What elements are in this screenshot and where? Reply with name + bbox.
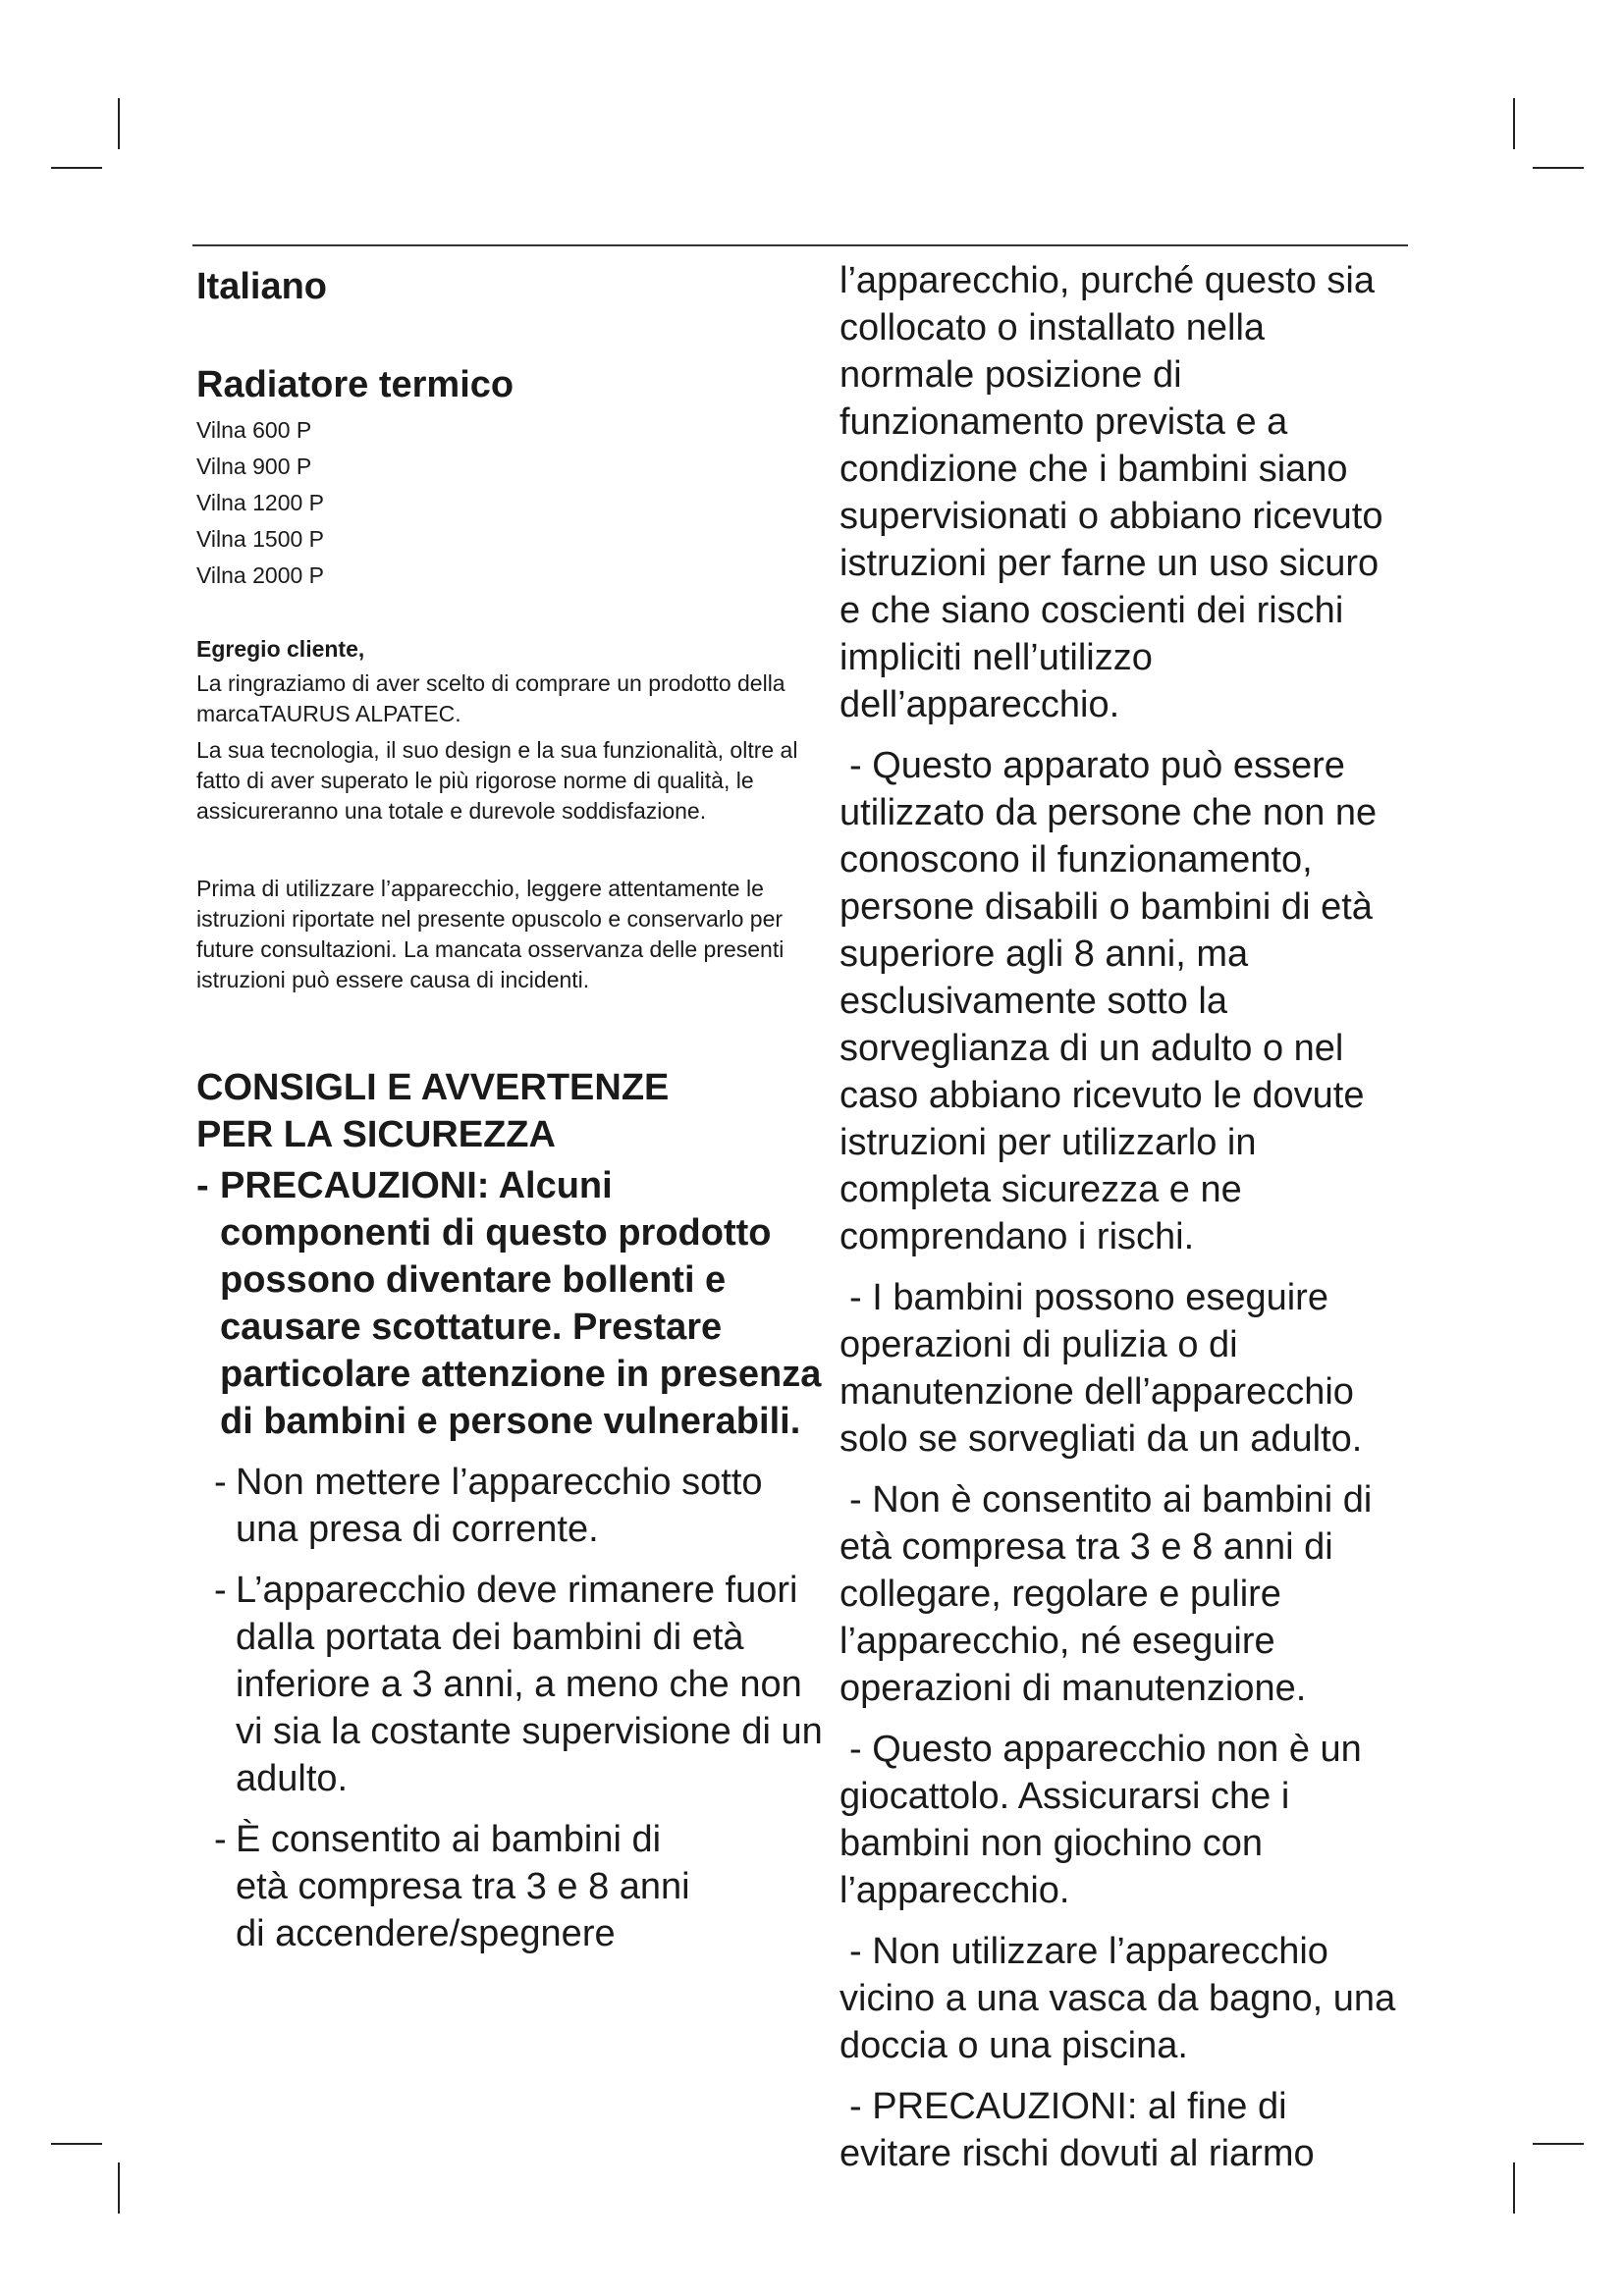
crop-mark — [1513, 2163, 1515, 2214]
right-warning-list — [839, 742, 1429, 2177]
continued-paragraph: l’apparecchio, purché questo sia collocato o installato nella normale posizione di funzionamento prevista e a condizione che i bambini siano supervisionati o abbiano ricevuto istruzioni per farne un uso sicuro e che siano coscienti dei rischi impliciti nell’utilizzo dell’apparecchio. — [839, 260, 1383, 725]
list-dash: - — [214, 1819, 227, 1860]
model-item: Vilna 900 P — [196, 454, 312, 479]
model-item: Vilna 2000 P — [196, 562, 325, 588]
language-heading: Italiano — [196, 266, 328, 307]
model-item: Vilna 1500 P — [196, 526, 325, 552]
crop-mark — [1533, 167, 1584, 169]
intro-paragraph: Prima di utilizzare l’apparecchio, leggere attentamente le istruzioni riportate nel presente opuscolo e conservarlo per future consultazioni. La mancata osservanza delle presenti istruzioni può essere causa di incidenti. — [196, 876, 785, 992]
warning-item — [839, 1928, 1419, 2069]
intro-paragraph: La ringraziamo di aver scelto di comprare un prodotto della marcaTAURUS ALPATEC. — [196, 670, 785, 726]
list-dash: - — [849, 745, 862, 786]
model-item: Vilna 1200 P — [196, 490, 325, 515]
warning-text: Questo apparecchio non è un giocattolo. Assicurarsi che i bambini non giochino con l’apparecchio. — [839, 1729, 1362, 1911]
crop-mark — [1533, 2143, 1584, 2145]
warning-item — [839, 1274, 1409, 1463]
warning-text: Non mettere l’apparecchio sotto una presa di corrente. — [236, 1462, 763, 1550]
warning-item — [214, 1459, 825, 1553]
crop-mark — [51, 2143, 102, 2145]
warning-text: PRECAUZIONI: al fine di evitare rischi dovuti al riarmo — [839, 2086, 1315, 2174]
product-title: Radiatore termico — [196, 364, 514, 405]
warning-text: I bambini possono eseguire operazioni di pulizia o di manutenzione dell’apparecchio solo se sorvegliati da un adulto. — [839, 1277, 1363, 1460]
warning-text: Non utilizzare l’apparecchio vicino a una vasca da bagno, una doccia o una piscina. — [839, 1931, 1396, 2066]
crop-mark — [1513, 98, 1515, 149]
crop-mark — [118, 2163, 120, 2214]
warning-item — [839, 742, 1409, 1260]
greeting: Egregio cliente, — [196, 636, 365, 662]
warning-text: Non è consentito ai bambini di età compresa tra 3 e 8 anni di collegare, regolare e pulire l’apparecchio, né eseguire operazioni di manutenzione. — [839, 1479, 1373, 1709]
safety-heading: CONSIGLI E AVVERTENZE PER LA SICUREZZA — [196, 1067, 670, 1155]
list-dash: - — [849, 1931, 862, 1972]
warning-item — [839, 1476, 1389, 1712]
list-dash: - — [849, 1729, 862, 1770]
warning-item-bold — [196, 1162, 825, 1445]
warning-item — [839, 1726, 1370, 1914]
crop-mark — [51, 167, 102, 169]
model-item: Vilna 600 P — [196, 417, 312, 443]
list-dash: - — [849, 1277, 862, 1318]
warning-item — [839, 2083, 1370, 2177]
left-column — [196, 257, 825, 1971]
warning-text: PRECAUZIONI: Alcuni componenti di questo prodotto possono diventare bollenti e causare scottature. Prestare particolare attenzione in presenza di bambini e persone vulnerabili. — [220, 1165, 822, 1442]
warning-text: L’apparecchio deve rimanere fuori dalla portata dei bambini di età inferiore a 3 anni, a meno che non vi sia la costante supervisione di un adulto. — [236, 1570, 823, 1799]
warning-text: È consentito ai bambini di età compresa tra 3 e 8 anni di accendere/spegnere — [236, 1819, 690, 1954]
list-dash: - — [849, 1479, 862, 1521]
header-rule — [192, 244, 1408, 246]
warning-item — [214, 1567, 825, 1802]
model-list — [196, 412, 825, 594]
crop-mark — [118, 98, 120, 149]
list-dash: - — [849, 2086, 862, 2127]
list-dash: - — [214, 1462, 227, 1503]
left-warning-list — [196, 1162, 825, 1957]
warning-item — [214, 1816, 697, 1957]
right-column — [839, 257, 1429, 2191]
warning-text: Questo apparato può essere utilizzato da persone che non ne conoscono il funzionamento, persone disabili o bambini di età superiore agli 8 anni, ma esclusivamente sotto la sorveglianza di un adulto o nel caso abbiano ricevuto le dovute istruzioni per utilizzarlo in completa sicurezza e ne comprendano i rischi. — [839, 745, 1378, 1257]
list-dash: - — [196, 1165, 209, 1206]
intro-paragraph: La sua tecnologia, il suo design e la sua funzionalità, oltre al fatto di aver superato le più rigorose norme di qualità, le assicureranno una totale e durevole soddisfazione. — [196, 737, 798, 824]
list-dash: - — [214, 1570, 227, 1611]
